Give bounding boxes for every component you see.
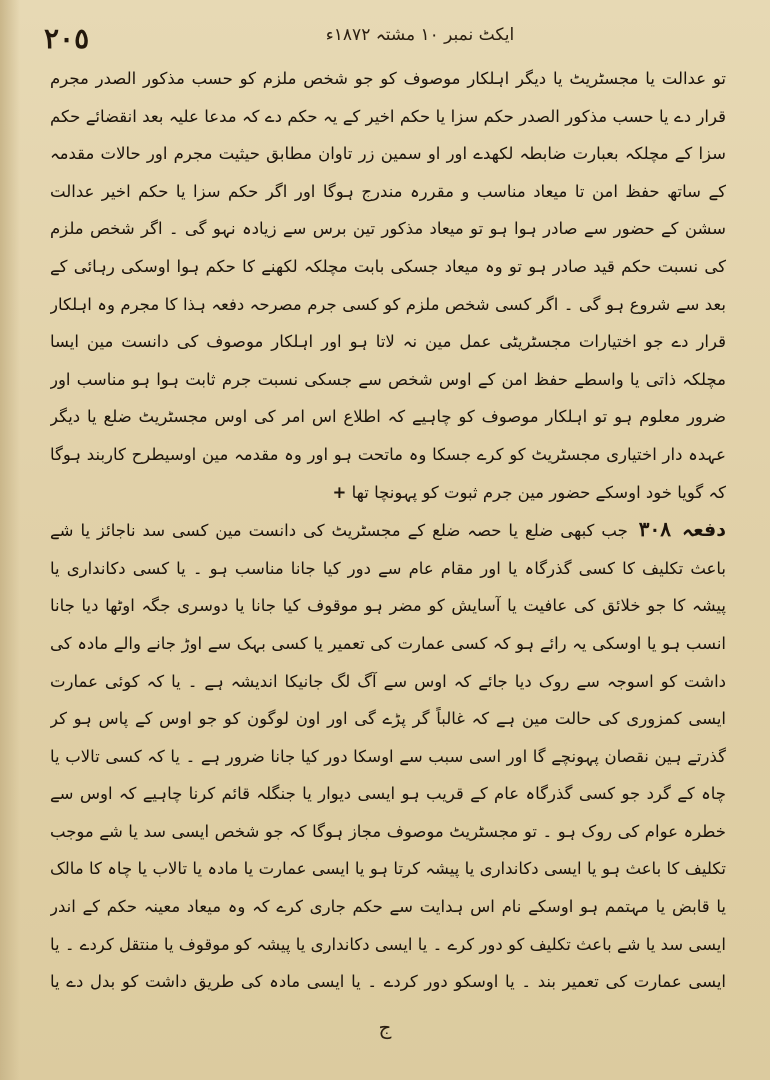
page-number: ٢٠٥ — [44, 22, 90, 55]
page-body — [50, 60, 726, 1010]
paragraph-text: تو عدالت یا مجسٹریٹ یا دیگر اہلکار موصوف کو جو شخص ملزم کو حسب مذکور الصدر مجرم قرار دے یا حسب مذکور الصدر حکم سزا یا حکم اخیر کے یہ حکم دے کہ مدعا علیہ بعد انقضائے حکم سزا کے مچلکہ بعبارت ضابطہ لکھدے اور او سمین زر تاوان مطابق حیثیت مجرم اور حالات مقدمہ کے ساتھ حفظ امن تا میعاد مناسب و مقررہ مندرج ہوگا اور اگر حکم سزا یا حکم اخیر عدالت سشن کے حضور سے صادر ہوا ہو تو میعاد مذکور تین برس سے زیادہ نہو گی ۔ اگر شخص ملزم کی نسبت حکم قید صادر ہو تو وہ میعاد جسکی بابت مچلکہ لکھنے کا حکم ہوا اوسکی رہائی کے بعد سے شروع ہو گی ۔ اگر کسی شخص ملزم کو کسی جرم مصرحہ دفعہ ہذا کا مجرم وہ اہلکار قرار دے جو اختیارات مجسٹریٹی عمل مین نہ لاتا ہو اور اہلکار موصوف کی دانست مین ایسا مچلکہ ذاتی یا واسطے حفظ امن کے اوس شخص سے جسکی نسبت جرم ثابت ہوا ہو مناسب اور ضرور معلوم ہو تو اہلکار موصوف کو چاہیے کہ اطلاع اس امر کی اوس مجسٹریٹ ضلع یا دیگر عہدہ دار اختیاری مجسٹریٹ کو کرے جسکا وہ ماتحت ہو اور وہ مقدمہ مین اوسیطرح کاربند ہوگا کہ گویا خود اوسکے حضور مین جرم ثبوت کو پہونچا تھا — [50, 69, 726, 502]
section-308 — [50, 511, 726, 1010]
section-text: جب کبھی ضلع یا حصہ ضلع کے مجسٹریٹ کی دانست مین کسی سد ناجائز یا شے باعث تکلیف کا کسی گذرگاہ یا اور مقام عام سے دور کیا جانا مناسب ہو ۔ یا کسی دکانداری یا پیشہ کا جو خلائق کی عافیت یا آسایش کو مضر ہو موقوف کیا جانا یا دوسری جگہ اوٹھا دیا جانا انسب ہو یا اوسکی یہ رائے ہو کہ کسی عمارت کی تعمیر یا کسی بہک سے اوڑ جانے والے مادہ کی داشت کو اسوجہ سے روک دیا جائے کہ اوس سے آگ لگ جانیکا اندیشہ ہے ۔ یا کہ کوئی عمارت ایسی کمزوری کی حالت مین ہے کہ غالباً گر پڑے گی اور اون لوگون کو جو اوس کے پاس ہو کر گذرتے ہین نقصان پہونچے گا اور اسی سبب سے اوسکا دور کیا جانا ضرور ہے ۔ یا کہ کسی تالاب یا چاہ کے گرد جو کسی گذرگاہ عام کے قریب ہو ایسی دیوار یا جنگلہ قائم کرنا چاہیے کہ اوس سے خطرہ عوام کی روک ہو ۔ تو مجسٹریٹ موصوف مجاز ہوگا کہ جو شخص ایسی سد یا شے موجب تکلیف کا باعث ہو یا ایسی دکانداری یا پیشہ کرتا ہو یا ایسی عمارت یا مادہ یا تالاب یا چاہ کا مالک یا قابض یا مہتمم ہو اوسکے نام اس ہدایت سے حکم جاری کرے کہ وہ میعاد معینہ حکم کے اندر ایسی سد یا شے باعث تکلیف کو دور کرے ۔ یا ایسی دکانداری یا پیشہ کو موقوف یا منتقل کردے ۔ یا ایسی عمارت کی تعمیر بند ۔ یا اوسکو دور کردے ۔ یا ایسی مادہ کی طریق داشت کو بدل دے یا — [50, 521, 726, 992]
paragraph — [50, 60, 726, 511]
running-header: ایکٹ نمبر ۱۰ مشتہ ۱۸۷۲ء — [325, 25, 515, 45]
section-number: ٣٠٨ — [638, 517, 671, 542]
section-label: دفعہ — [681, 519, 726, 542]
end-mark: + — [332, 482, 347, 502]
page-edge-shadow — [0, 0, 20, 1080]
signature-mark: ج — [378, 1015, 392, 1039]
